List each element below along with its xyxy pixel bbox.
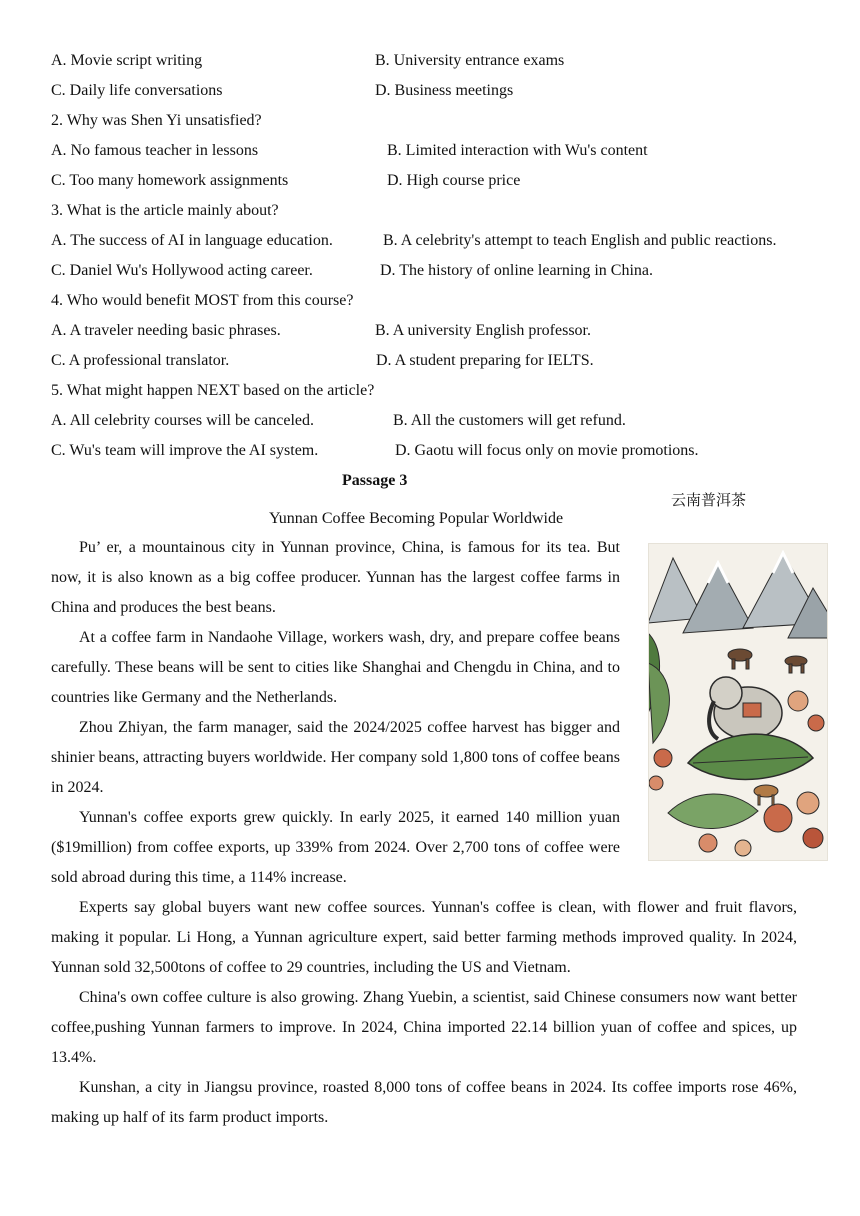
q4-option-d: D. A student preparing for IELTS. (376, 352, 594, 369)
q3-option-b: B. A celebrity's attempt to teach English and public reactions. (383, 232, 777, 249)
paragraph-4: Yunnan's coffee exports grew quickly. In early 2025, it earned 140 million yuan ($19million) from coffee exports, up 339% from 2024. Over 2,700 tons of coffee were sold abroad during this time, a 114% increase. (51, 809, 620, 886)
paragraph-2: At a coffee farm in Nandaohe Village, workers wash, dry, and prepare coffee beans carefully. These beans will be sent to cities like Shanghai and Chengdu in China, and to countries like Germany and the Netherlands. (51, 629, 620, 706)
q4-option-c: C. A professional translator. (51, 352, 230, 369)
passage-title: Yunnan Coffee Becoming Popular Worldwide (269, 510, 564, 527)
paragraph-3: Zhou Zhiyan, the farm manager, said the 2024/2025 coffee harvest has bigger and shinier beans, attracting buyers worldwide. Her company sold 1,800 tons of coffee beans in 2024. (51, 719, 620, 796)
pu-er-illustration (648, 543, 828, 861)
q3-option-c: C. Daniel Wu's Hollywood acting career. (51, 262, 313, 279)
q5-option-b: B. All the customers will get refund. (393, 412, 626, 429)
paragraph-6: China's own coffee culture is also growing. Zhang Yuebin, a scientist, said Chinese consumers now want better coffee,pushing Yunnan farmers to improve. In 2024, China imported 22.14 billion yuan of coffee and spices, up 13.4%. (51, 989, 797, 1066)
q5-option-c: C. Wu's team will improve the AI system. (51, 442, 319, 459)
q1-option-c: C. Daily life conversations (51, 82, 223, 99)
q4-stem: 4. Who would benefit MOST from this course? (51, 292, 354, 309)
paragraph-7: Kunshan, a city in Jiangsu province, roasted 8,000 tons of coffee beans in 2024. Its coffee imports rose 46%, making up half of its farm product imports. (51, 1079, 797, 1126)
q2-option-a: A. No famous teacher in lessons (51, 142, 259, 159)
passage-heading: Passage 3 (342, 472, 408, 489)
q2-option-d: D. High course price (387, 172, 521, 189)
paragraph-1: Pu’ er, a mountainous city in Yunnan province, China, is famous for its tea. But now, it is also known as a big coffee producer. Yunnan has the largest coffee farms in China and produces the best beans. (51, 539, 620, 616)
q5-stem: 5. What might happen NEXT based on the article? (51, 382, 375, 399)
image-caption: 云南普洱茶 (671, 491, 747, 509)
q1-option-d: D. Business meetings (375, 82, 514, 99)
q2-option-b: B. Limited interaction with Wu's content (387, 142, 648, 159)
q2-stem: 2. Why was Shen Yi unsatisfied? (51, 112, 262, 129)
passage-body-bottom (51, 893, 797, 1133)
q3-option-d: D. The history of online learning in China. (380, 262, 653, 279)
passage-body-top (51, 533, 620, 893)
q1-option-a: A. Movie script writing (51, 52, 203, 69)
q5-option-a: A. All celebrity courses will be canceled. (51, 412, 315, 429)
q1-option-b: B. University entrance exams (375, 52, 565, 69)
q4-option-a: A. A traveler needing basic phrases. (51, 322, 281, 339)
q3-option-a: A. The success of AI in language education. (51, 232, 333, 249)
q4-option-b: B. A university English professor. (375, 322, 591, 339)
q5-option-d: D. Gaotu will focus only on movie promotions. (395, 442, 699, 459)
q2-option-c: C. Too many homework assignments (51, 172, 289, 189)
q3-stem: 3. What is the article mainly about? (51, 202, 279, 219)
paragraph-5: Experts say global buyers want new coffee sources. Yunnan's coffee is clean, with flower and fruit flavors, making it popular. Li Hong, a Yunnan agriculture expert, said better farming methods improved quality. In 2024, Yunnan sold 32,500tons of coffee to 29 countries, including the US and Vietnam. (51, 899, 797, 976)
